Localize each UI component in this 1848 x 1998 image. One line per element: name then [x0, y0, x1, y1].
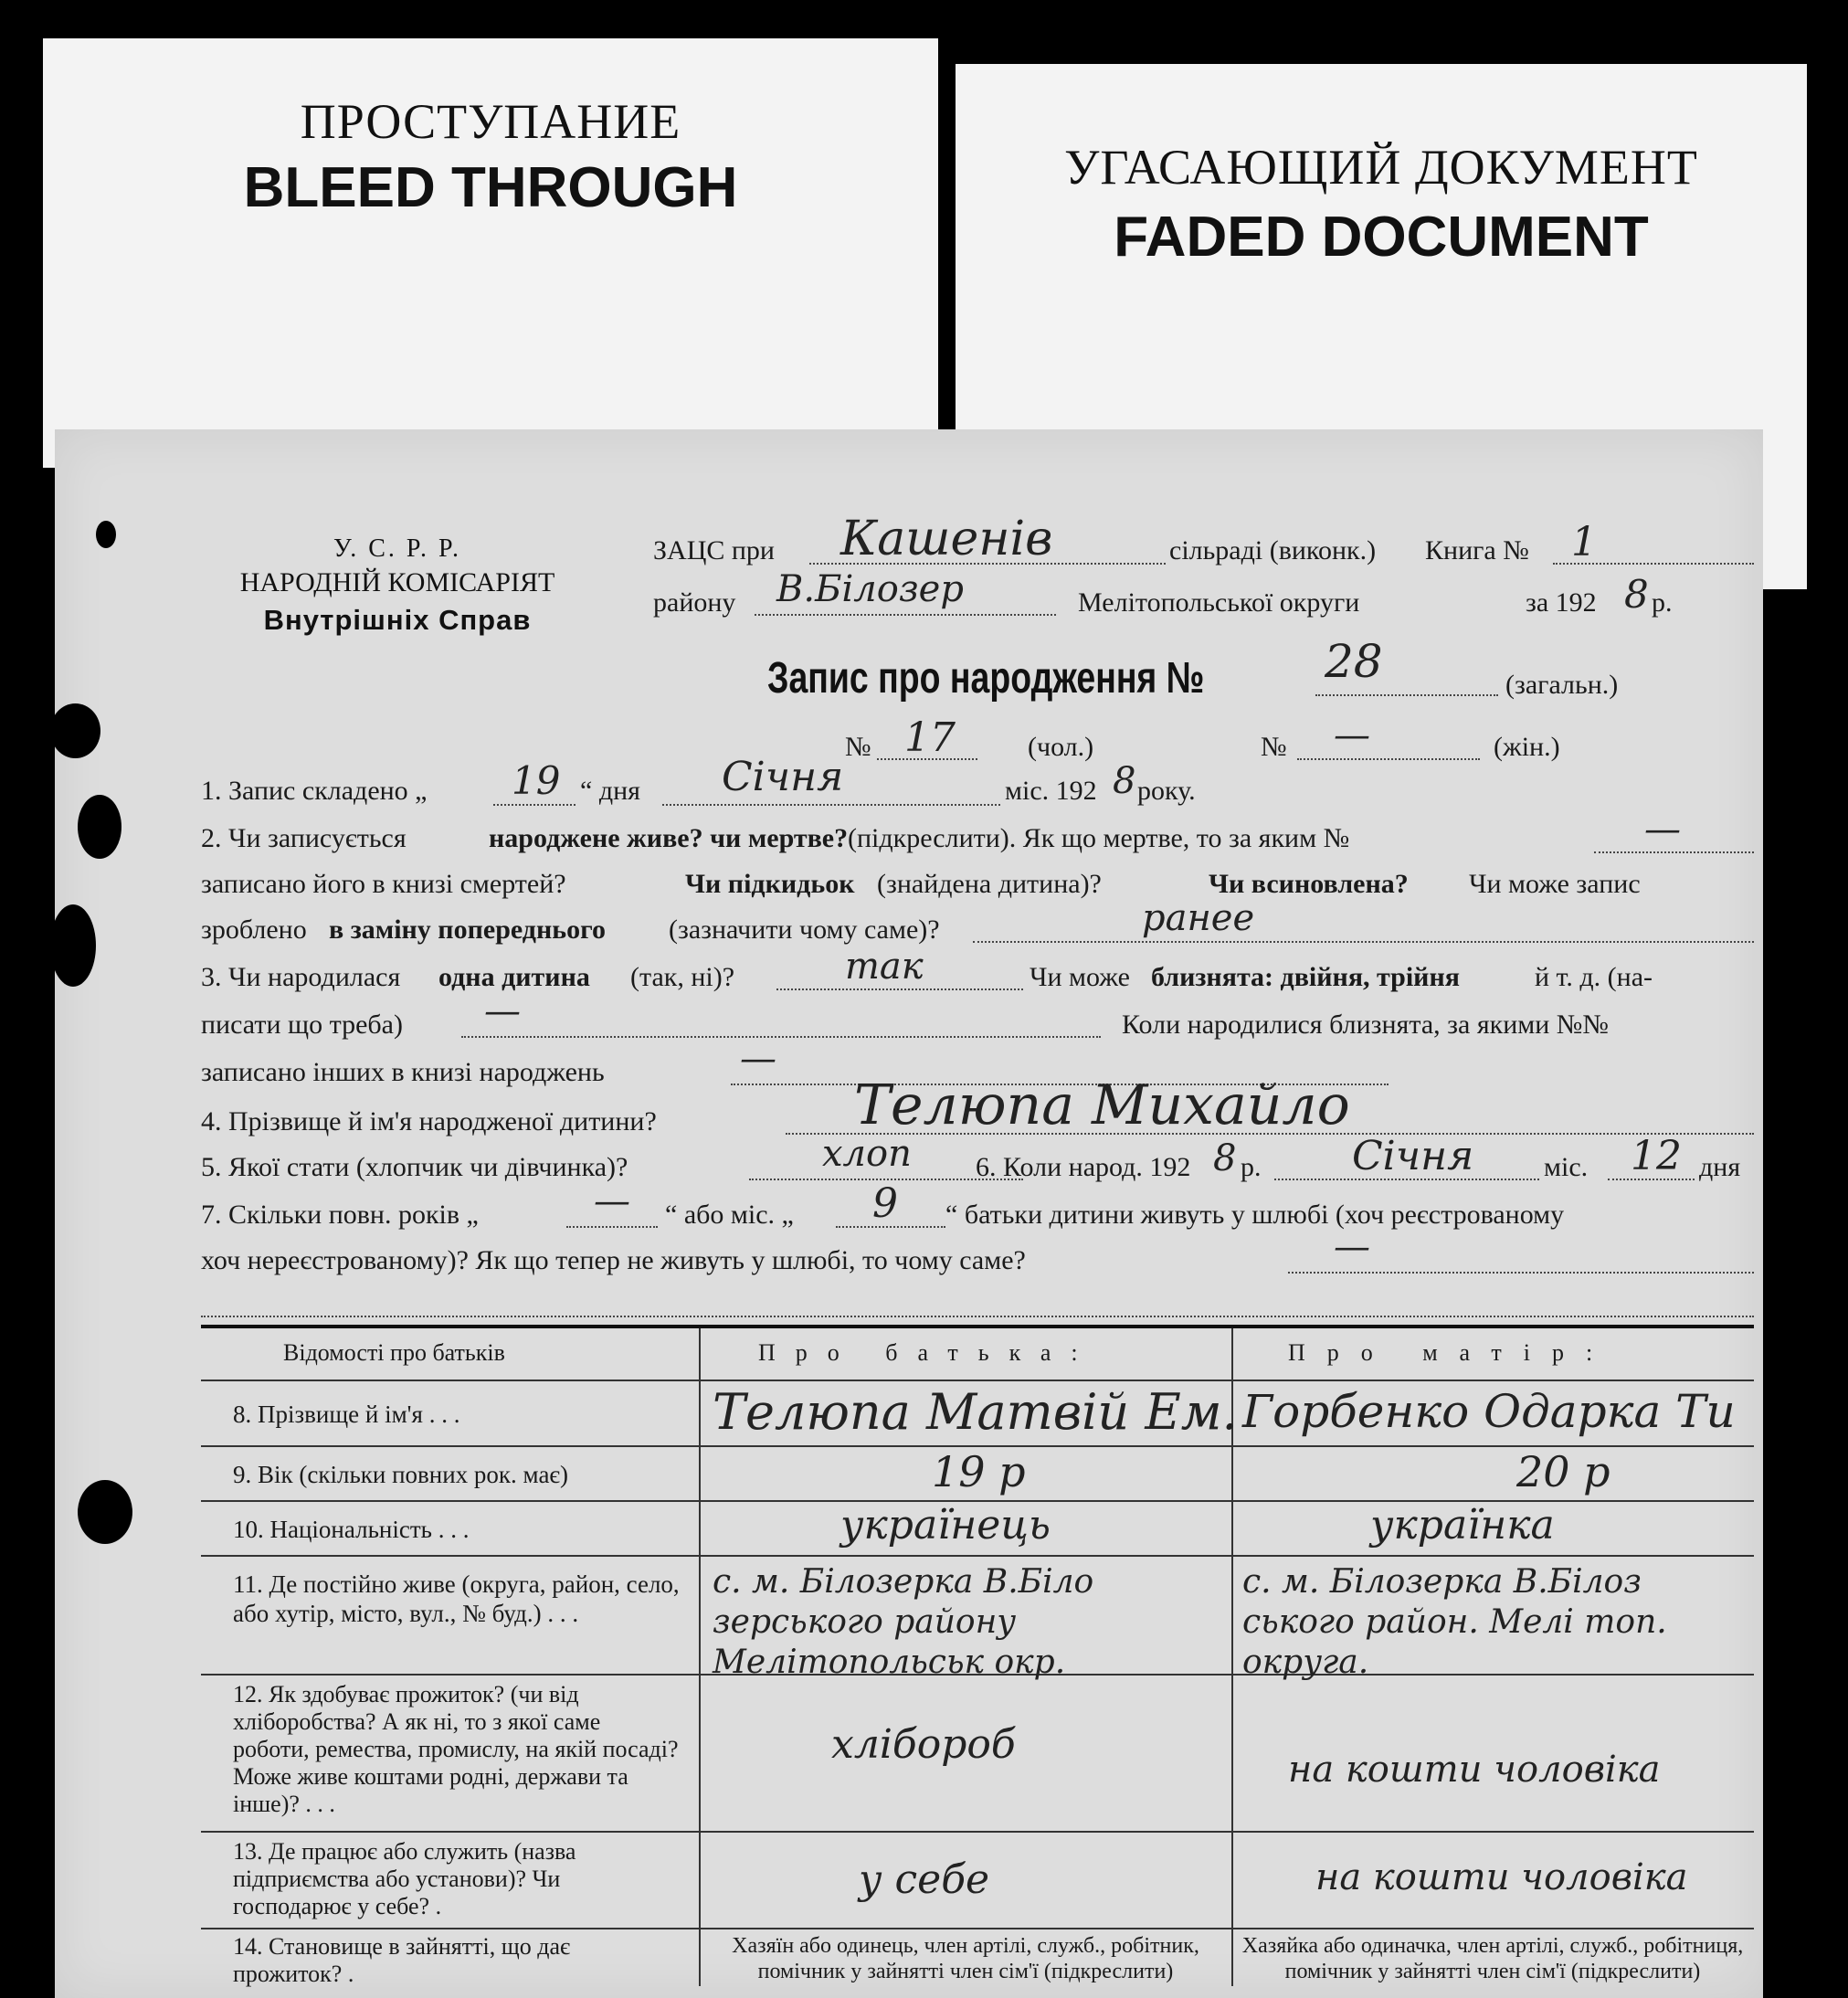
female-number-handwriting: —: [1334, 714, 1370, 756]
q1-month-handwriting: Січня: [722, 754, 844, 800]
bleed-through-card: [43, 38, 938, 468]
zacs-prefix: ЗАЦС при: [653, 535, 775, 566]
q2-label-h: Чи може запис: [1469, 869, 1641, 899]
q6-label-a: 6. Коли народ. 192: [976, 1152, 1191, 1182]
q7-months-handwriting: 9: [872, 1180, 898, 1227]
birth-year-digit-handwriting: 8: [1213, 1137, 1237, 1179]
male-label: (чол.): [1028, 732, 1094, 762]
general-label: (загальн.): [1505, 670, 1619, 700]
q5-label: 5. Якої стати (хлопчик чи дівчинка)?: [201, 1152, 628, 1182]
q7-label-b: “ або міс. „: [665, 1200, 794, 1230]
father-workplace-handwriting: у себе: [859, 1856, 990, 1903]
q7-extra-line: [201, 1316, 1754, 1317]
q2-label-d: записано його в книзі смертей?: [201, 869, 566, 899]
q7-years-line: [566, 1226, 658, 1228]
q3-dash1-handwriting: —: [484, 990, 521, 1032]
binding-hole: [96, 521, 116, 548]
q3-label-a: 3. Чи народилася: [201, 962, 401, 992]
parents-table: [201, 1325, 1754, 1986]
female-number-line: [1297, 758, 1480, 760]
mother-workplace-handwriting: на кошти чоловіка: [1315, 1856, 1688, 1898]
bleed-through-en: BLEED THROUGH: [243, 156, 738, 219]
sex-handwriting: хлоп: [822, 1133, 912, 1175]
col3-header: Про матір:: [1288, 1339, 1615, 1366]
col2-header: Про батька:: [758, 1339, 1098, 1366]
internal-affairs-label: Внутрішніх Справ: [263, 604, 532, 636]
usrr-label: У. С. Р. Р.: [333, 534, 462, 563]
q3-label-c: (так, ні)?: [630, 962, 735, 992]
q2-label-i: зроблено: [201, 914, 307, 945]
q1-month-line: [662, 804, 1000, 806]
q7-dash-handwriting: —: [1334, 1226, 1370, 1268]
q7-label-c: “ батьки дитини живуть у шлюбі (хоч реєстрованому: [945, 1200, 1565, 1230]
father-occupation-handwriting: хлібороб: [831, 1721, 1016, 1768]
q2-label-e: Чи підкидьок: [685, 869, 855, 899]
q2-reason-line: [973, 941, 1754, 943]
q7-years-handwriting: —: [594, 1180, 630, 1222]
q2-label-k: (зазначити чому саме)?: [669, 914, 940, 945]
q6-label-b: р.: [1241, 1152, 1262, 1182]
female-no-label: №: [1261, 732, 1287, 762]
binding-hole: [78, 795, 121, 859]
mother-name-handwriting: Горбенко Одарка Ти: [1242, 1385, 1736, 1438]
q2-dash-handwriting: —: [1644, 809, 1681, 851]
q3-label-g: писати що треба): [201, 1010, 403, 1040]
faded-document-en: FADED DOCUMENT: [1114, 206, 1649, 269]
q4-label: 4. Прізвище й ім'я народженої дитини?: [201, 1106, 657, 1136]
q1-label-b: “ дня: [580, 776, 640, 806]
q3-label-i: записано інших в книзі народжень: [201, 1057, 605, 1087]
q3-label-h: Коли народилися близнята, за якими №№: [1122, 1010, 1610, 1040]
okruha-label: Мелітопольської округи: [1078, 587, 1360, 618]
table-row: [201, 1833, 1754, 1929]
q7-label-d: хоч нереєстрованому)? Як що тепер не живуть у шлюбі, то чому саме?: [201, 1245, 1026, 1275]
q1-year-digit-handwriting: 8: [1113, 760, 1136, 802]
q3-dash2-handwriting: —: [740, 1038, 776, 1080]
q2-label-g: Чи всиновлена?: [1209, 869, 1409, 899]
row-label: 8. Прізвище й ім'я . . .: [233, 1401, 460, 1428]
q1-label-d: року.: [1137, 776, 1196, 806]
q1-day-handwriting: 19: [512, 758, 561, 803]
q1-day-line: [493, 804, 576, 806]
mother-status-options: Хазяйка або одиначка, член артілі, служб., робітниця, помічник у зайнятті член сім'ї (підкреслити): [1241, 1934, 1744, 1983]
q6-label-d: дня: [1699, 1152, 1741, 1182]
mother-nationality-handwriting: українка: [1370, 1502, 1555, 1549]
q3-label-e: близнята: двійня, трійня: [1151, 962, 1460, 992]
birth-record-sheet: [55, 429, 1763, 1998]
father-residence-handwriting: с. м. Білозерка В.Біло зерського району Мелітопольськ окр.: [713, 1563, 1094, 1681]
table-row: [201, 1447, 1754, 1502]
q2-label-a: 2. Чи записується: [201, 823, 407, 853]
q2-label-j: в заміну попереднього: [329, 914, 607, 945]
q3-one-handwriting: так: [845, 946, 924, 988]
q1-label-a: 1. Запис складено „: [201, 776, 428, 806]
father-nationality-handwriting: українець: [840, 1502, 1051, 1549]
book-number-handwriting: 1: [1571, 519, 1597, 566]
father-status-options: Хазяїн або одинець, член артілі, служб., робітник, помічник у зайнятті член сім'ї (підкреслити): [732, 1934, 1199, 1983]
q2-label-f: (знайдена дитина)?: [877, 869, 1102, 899]
q2-label-c: (підкреслити). Як що мертве, то за яким №: [848, 823, 1350, 853]
q3-twins-line: [461, 1036, 1101, 1038]
mother-occupation-handwriting: на кошти чоловіка: [1288, 1749, 1661, 1791]
table-row: [201, 1929, 1754, 1986]
q2-label-b: народжене живе? чи мертве?: [489, 823, 849, 853]
record-title: Запис про народження №: [767, 654, 1205, 703]
rayon-prefix: району: [653, 587, 736, 618]
book-label: Книга №: [1425, 535, 1529, 566]
female-label: (жін.): [1494, 732, 1560, 762]
table-header-row: [201, 1328, 1754, 1381]
row-label: 13. Де працює або служить (назва підприємства або установи)? Чи господарює у себе? .: [233, 1838, 576, 1919]
q6-label-c: міс.: [1544, 1152, 1589, 1182]
commissariat-label: НАРОДНІЙ КОМІСАРІЯТ: [239, 567, 555, 597]
child-name-handwriting: Телюпа Михайло: [854, 1073, 1350, 1137]
binding-hole: [78, 1480, 132, 1544]
village-handwriting: Кашенів: [840, 512, 1053, 566]
q2-reason-handwriting: ранее: [1142, 897, 1255, 939]
col1-header: Відомості про батьків: [283, 1339, 505, 1366]
q2-number-line: [1594, 851, 1754, 853]
q3-label-f: й т. д. (на-: [1535, 962, 1653, 992]
government-header: [196, 534, 598, 637]
birth-month-handwriting: Січня: [1352, 1133, 1474, 1179]
record-number-line: [1315, 694, 1498, 696]
male-no-label: №: [845, 732, 871, 762]
rayon-line: [755, 614, 1056, 616]
bleed-through-ru: ПРОСТУПАНИЕ: [300, 94, 681, 149]
year-prefix: за 192: [1526, 587, 1597, 618]
birth-day-handwriting: 12: [1631, 1133, 1682, 1179]
year-suffix: р.: [1652, 587, 1673, 618]
binding-hole: [50, 904, 96, 987]
male-number-handwriting: 17: [904, 714, 956, 761]
q3-one-line: [776, 988, 1023, 990]
q3-label-d: Чи може: [1030, 962, 1130, 992]
mother-residence-handwriting: с. м. Білозерка В.Білоз ського район. Мелі топ. округа.: [1242, 1563, 1667, 1681]
binding-hole: [50, 703, 100, 758]
table-row: [201, 1381, 1754, 1447]
year-digit-handwriting: 8: [1624, 572, 1649, 617]
father-age-handwriting: 19 р: [932, 1447, 1026, 1496]
table-row: [201, 1676, 1754, 1833]
table-row: [201, 1502, 1754, 1557]
row-label: 9. Вік (скільки повних рок. має): [233, 1461, 569, 1488]
q3-label-b: одна дитина: [438, 962, 590, 992]
zacs-suffix: сільраді (виконк.): [1169, 535, 1377, 566]
q7-label-a: 7. Скільки повн. років „: [201, 1200, 479, 1230]
row-label: 14. Становище в зайнятті, що дає прожиток? .: [233, 1933, 571, 1987]
row-label: 10. Національність . . .: [233, 1516, 470, 1543]
q1-label-c: міс. 192: [1005, 776, 1097, 806]
row-label: 11. Де постійно живе (округа, район, село, або хутір, місто, вул., № буд.) . . .: [233, 1570, 680, 1627]
rayon-handwriting: В.Білозер: [776, 568, 964, 610]
table-row: [201, 1557, 1754, 1681]
father-name-handwriting: Телюпа Матвій Ем.: [713, 1383, 1238, 1441]
mother-age-handwriting: 20 р: [1516, 1447, 1610, 1496]
q7-reason-line: [1288, 1272, 1754, 1274]
faded-document-ru: УГАСАЮЩИЙ ДОКУМЕНТ: [1064, 140, 1698, 195]
row-label: 12. Як здобуває прожиток? (чи від хліборобства? А як ні, то з якої саме роботи, ремества, промислу, на якій посаді? Може живе коштами родні, держави та інше)? . . .: [233, 1681, 679, 1817]
record-number-handwriting: 28: [1325, 635, 1383, 688]
